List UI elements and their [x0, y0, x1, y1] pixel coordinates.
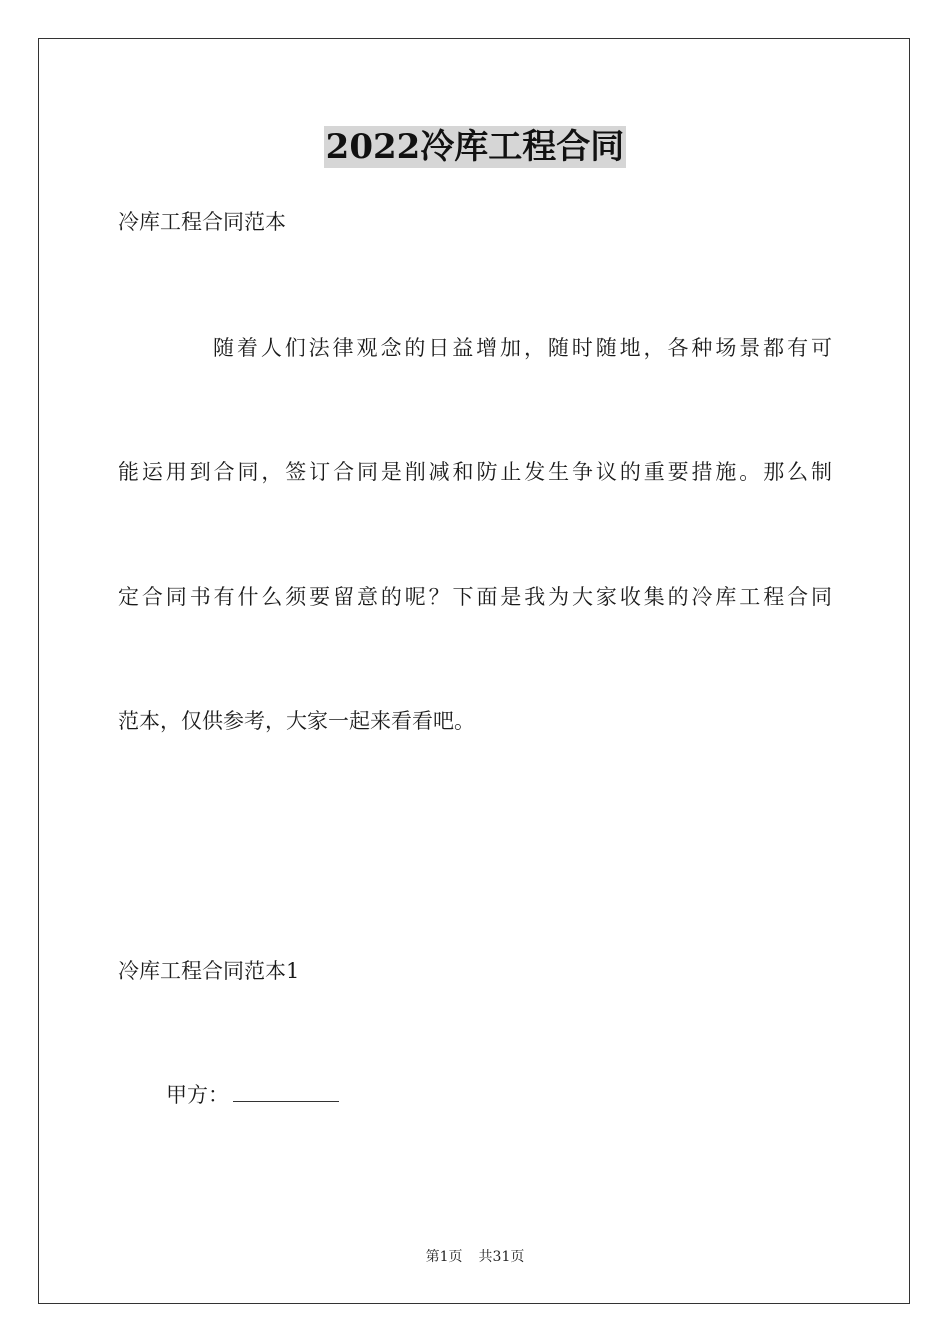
section-heading: 冷库工程合同范本1	[118, 959, 300, 983]
intro-line-1: 随着人们法律观念的日益增加，随时随地，各种场景都有可	[213, 336, 832, 360]
intro-line-2: 能运用到合同，签订合同是削减和防止发生争议的重要措施。那么制	[118, 460, 832, 484]
party-a-label: 甲方：	[166, 1083, 229, 1107]
document-subtitle: 冷库工程合同范本	[118, 210, 286, 234]
party-a-blank	[233, 1081, 339, 1102]
party-a-line	[166, 1080, 339, 1110]
intro-line-4: 范本，仅供参考，大家一起来看看吧。	[118, 709, 475, 733]
title-wrap	[0, 126, 950, 168]
page-total: 共31页	[478, 1249, 525, 1265]
document-title: 2022冷库工程合同	[325, 127, 625, 167]
page-current: 第1页	[425, 1249, 463, 1265]
page-footer	[0, 1247, 950, 1267]
intro-line-3: 定合同书有什么须要留意的呢？下面是我为大家收集的冷库工程合同	[118, 585, 832, 609]
